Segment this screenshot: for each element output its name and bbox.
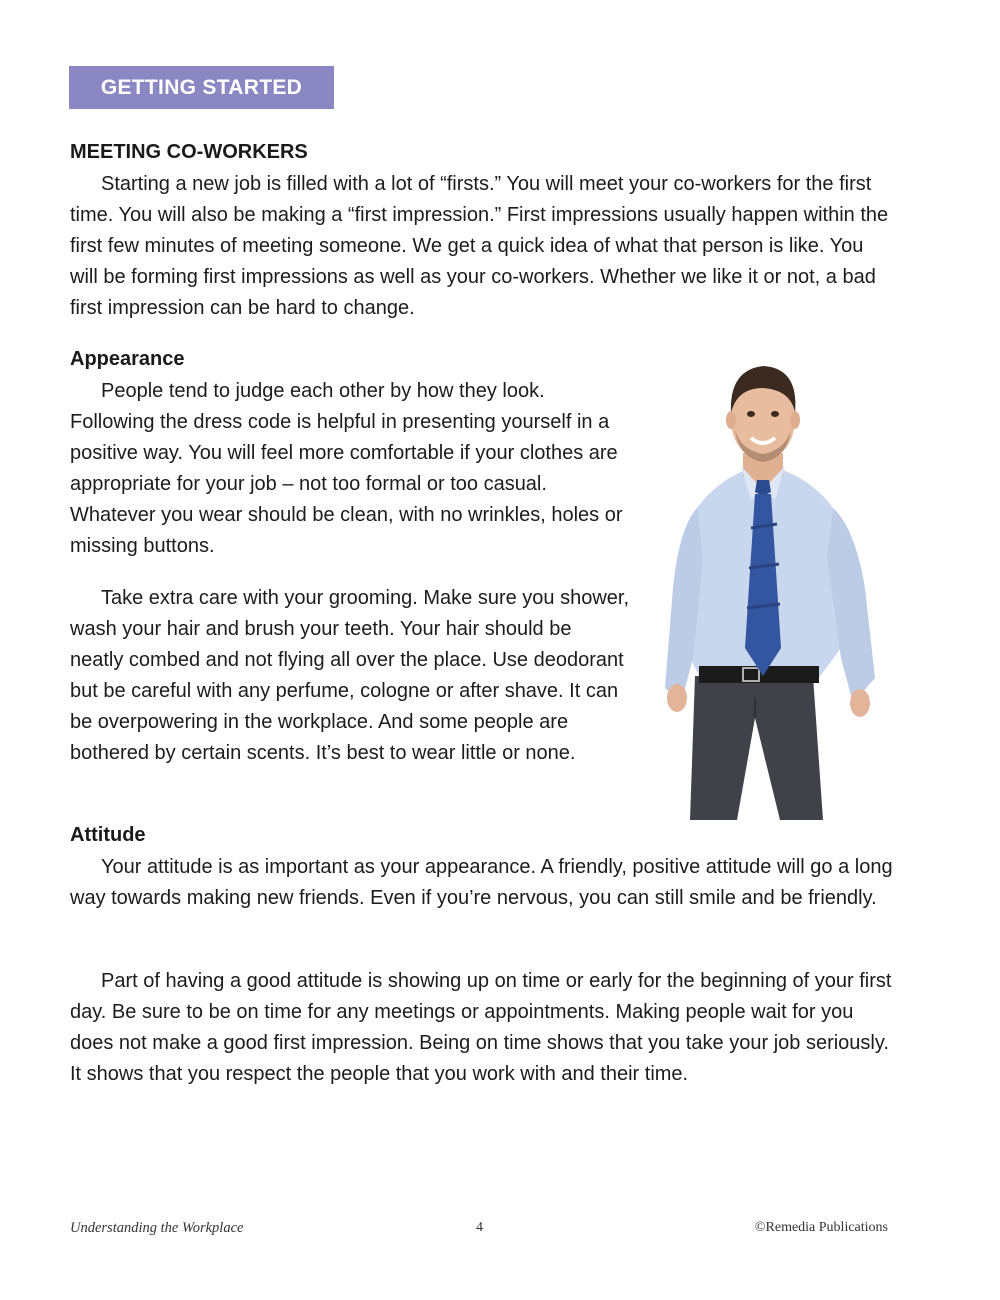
paragraph-attitude-2: Part of having a good attitude is showing up on time or early for the beginning of your first day. Be sure to be on time for any meetings or appointments. Making people wait for you does not make a good first impression. Being on time shows that you take your job seriously. It shows that you respect the people that you work with and their time.: [70, 970, 892, 1085]
paragraph-attitude-1: Your attitude is as important as your appearance. A friendly, positive attitude will go a long way towards making new friends. Even if you’re nervous, you can still smile and be friendly.: [70, 856, 893, 909]
heading-attitude: Attitude: [70, 824, 146, 846]
paragraph-meeting: Starting a new job is filled with a lot of “firsts.” You will meet your co-workers for the first time. You will also be making a “first impression.” First impressions usually happen within the first few minutes of meeting someone. We get a quick idea of what that person is like. You will be forming first impressions as well as your co-workers. Whether we like it or not, a bad first impression can be hard to change.: [70, 173, 889, 319]
paragraph-appearance-2: Take extra care with your grooming. Make sure you shower, wash your hair and brush your teeth. Your hair should be neatly combed and not flying all over the place. Use deodorant but be careful with any perfume, cologne or after shave. It can be overpowering in the workplace. And some people are bothered by certain scents. It’s best to wear little or none.: [70, 587, 630, 764]
footer-page-number: 4: [476, 1220, 483, 1235]
businessman-photo: [655, 358, 885, 820]
footer-copyright: ©Remedia Publications: [754, 1220, 888, 1235]
section-banner: GETTING STARTED: [69, 66, 334, 109]
paragraph-appearance-1: People tend to judge each other by how they look. Following the dress code is helpful in presenting yourself in a positive way. You will feel more comfortable if your clothes are appropriate for your job – not too formal or too casual. Whatever you wear should be clean, with no wrinkles, holes or missing buttons.: [70, 380, 623, 557]
footer-book-title: Understanding the Workplace: [70, 1220, 244, 1236]
heading-appearance: Appearance: [70, 348, 185, 370]
heading-meeting-co-workers: MEETING CO-WORKERS: [70, 141, 308, 163]
